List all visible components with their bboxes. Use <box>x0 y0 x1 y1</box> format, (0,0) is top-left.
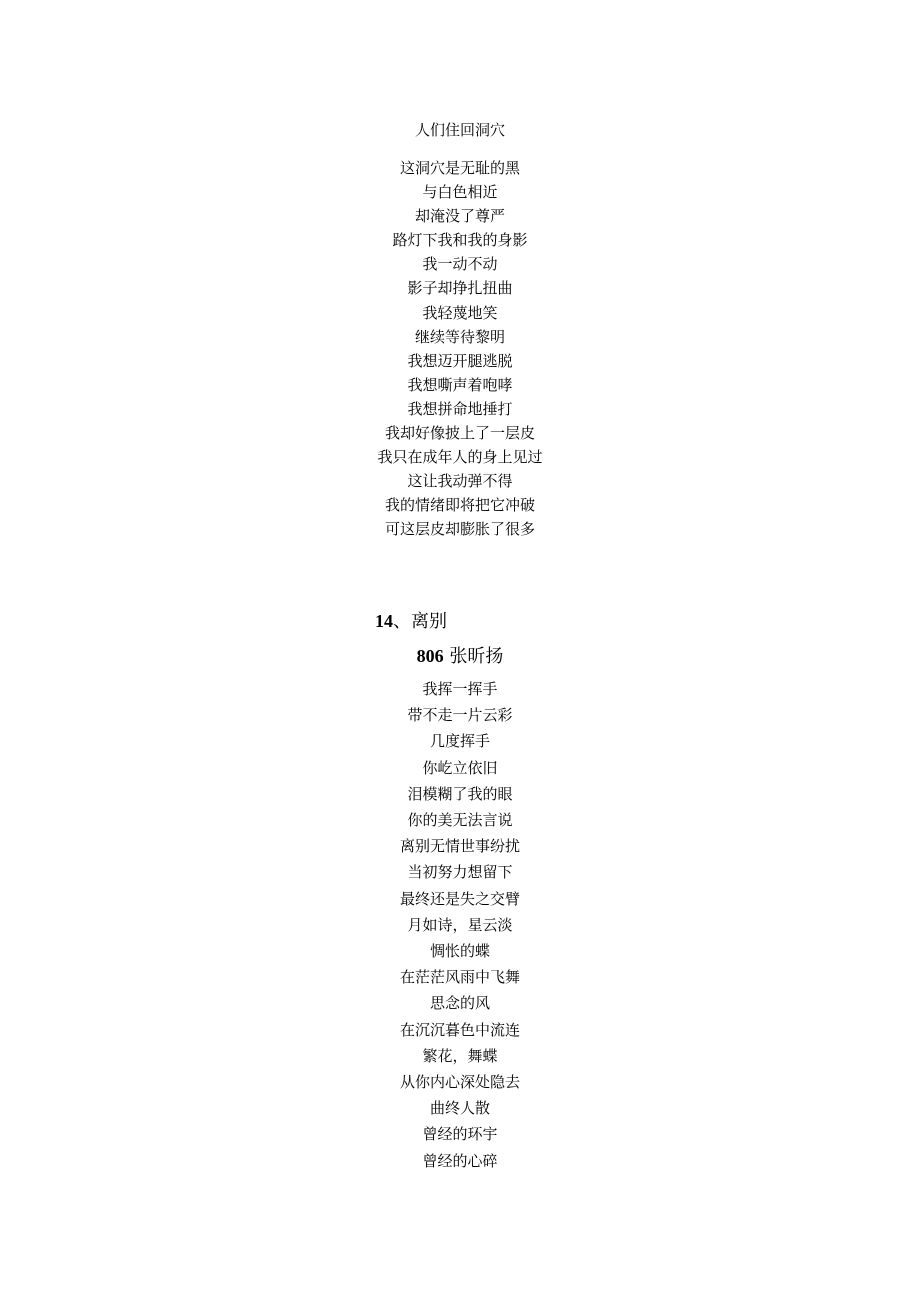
poem-line: 最终还是失之交臂 <box>399 889 520 908</box>
poem-line: 这让我动弹不得 <box>407 472 513 491</box>
section-heading <box>375 608 447 635</box>
poem-line: 繁花，舞蝶 <box>422 1046 498 1065</box>
poem-line: 带不走一片云彩 <box>407 706 513 725</box>
section-title: 离别 <box>411 611 447 632</box>
poem-line: 我的情绪即将把它冲破 <box>384 496 535 515</box>
poem-line: 却淹没了尊严 <box>414 207 505 226</box>
poem-line: 我只在成年人的身上见过 <box>377 448 543 467</box>
poem-line: 泪模糊了我的眼 <box>407 784 513 803</box>
poem-line: 几度挥手 <box>429 732 490 751</box>
poem-line: 这洞穴是无耻的黑 <box>399 159 520 177</box>
poem-line: 当初努力想留下 <box>407 863 513 882</box>
poem-line: 与白色相近 <box>422 183 498 202</box>
poem-line: 我想嘶声着咆哮 <box>407 375 513 394</box>
author-code: 806 <box>416 646 444 666</box>
poem-line: 路灯下我和我的身影 <box>392 231 528 250</box>
poem-body <box>0 676 920 1174</box>
section-number: 14 <box>375 611 393 631</box>
poem-line: 曾经的心碎 <box>422 1151 498 1170</box>
poem-line: 人们住回洞穴 <box>414 121 505 139</box>
poem-line: 思念的风 <box>429 994 490 1013</box>
poem-line: 我却好像披上了一层皮 <box>384 424 535 443</box>
poem-line: 我一动不动 <box>422 255 498 274</box>
poem-line: 在茫茫风雨中飞舞 <box>399 968 520 987</box>
author-line <box>0 643 920 670</box>
poem-line: 从你内心深处隐去 <box>399 1073 520 1092</box>
poem-line: 影子却挣扎扭曲 <box>407 279 513 298</box>
poem-line: 我轻蔑地笑 <box>422 303 498 322</box>
poem-line: 月如诗，星云淡 <box>407 915 513 934</box>
poem-line: 离别无情世事纷扰 <box>399 837 520 856</box>
poem-line: 继续等待黎明 <box>414 327 505 346</box>
poem-line: 曲终人散 <box>429 1099 490 1118</box>
poem-line: 我想拼命地捶打 <box>407 399 513 418</box>
poem-line: 曾经的环宇 <box>422 1125 498 1144</box>
poem-line: 我想迈开腿逃脱 <box>407 351 513 370</box>
section-separator: 、 <box>393 611 411 632</box>
author-name: 张昕扬 <box>449 646 504 667</box>
poem-line: 可这层皮却膨胀了很多 <box>384 520 535 539</box>
poem-line: 你的美无法言说 <box>407 811 513 830</box>
poem-line: 在沉沉暮色中流连 <box>399 1020 520 1039</box>
poem-line: 我挥一挥手 <box>422 680 498 698</box>
poem-line: 你屹立依旧 <box>422 758 498 777</box>
previous-poem-continuation <box>0 118 920 542</box>
poem-line: 惆怅的蝶 <box>429 942 490 961</box>
